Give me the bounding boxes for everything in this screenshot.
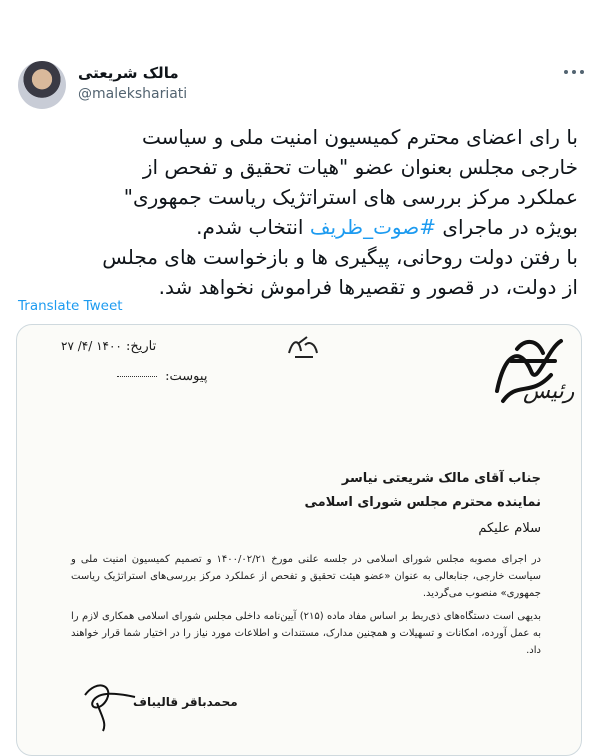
addressee-title: نماینده محترم مجلس شورای اسلامی <box>304 495 541 510</box>
attachment-line <box>117 376 157 377</box>
author-display-name[interactable]: مالک شریعتی <box>78 64 179 82</box>
date-label: تاریخ: <box>125 339 157 354</box>
letterhead-title: رئیس <box>523 379 575 404</box>
bismillah-emblem-icon <box>285 333 321 361</box>
tweet-text <box>18 122 578 302</box>
attachment-label: پیوست: <box>165 369 208 384</box>
author-handle[interactable]: @malekshariati <box>78 86 188 102</box>
tweet-text-fragment: بویژه در ماجرای <box>435 215 578 239</box>
tweet-line: با رای اعضای محترم کمیسیون امنیت ملی و سیاست <box>142 125 578 149</box>
date-value: ۱۴۰۰ /۴/ ۲۷ <box>61 339 122 353</box>
tweet-line-hashtag <box>18 212 578 242</box>
tweet-text-fragment: انتخاب شدم. <box>196 215 310 239</box>
letter-paragraph: بدیهی است دستگاه‌های ذی‌ربط بر اساس مفاد ماده (۲۱۵) آیین‌نامه داخلی مجلس شورای اسلامی همکاری لازم را به عمل آورده، امکانات و تسهیلات و همچنین مدارک، مستندات و اطلاعات مورد نیاز را در اختیار شما قرار خواهند داد. <box>71 611 542 656</box>
more-options-icon[interactable] <box>564 64 584 80</box>
translate-tweet-link[interactable]: Translate Tweet <box>18 298 123 314</box>
letter-document <box>17 325 581 755</box>
date-row <box>61 339 156 354</box>
signer-name: محمدباقر قالیباف <box>133 695 238 709</box>
letter-paragraph: در اجرای مصوبه مجلس شورای اسلامی در جلسه علنی مورخ ۱۴۰۰/۰۲/۲۱ و تصمیم کمیسیون امنیت ملی و سیاست خارجی، جنابعالی به عنوان «عضو هیئت تحقیق و تفحص از عملکرد مرکز بررسی‌های استراتژیک ریاست جمهوری» منصوب می‌گردید. <box>71 554 541 599</box>
attachment-row <box>113 369 207 384</box>
greeting: سلام علیکم <box>478 521 541 536</box>
tweet-line: خارجی مجلس بعنوان عضو "هیات تحقیق و تفحص از <box>142 155 578 179</box>
letter-body <box>71 551 541 665</box>
tweet-line: از دولت، در قصور و تقصیرها فراموش نخواهد شد. <box>158 275 578 299</box>
tweet-line: با رفتن دولت روحانی، پیگیری ها و بازخواست های مجلس <box>102 245 578 269</box>
avatar[interactable] <box>18 61 66 109</box>
addressee-name: جناب آقای مالک شریعتی نیاسر <box>341 471 541 486</box>
tweet-media-image[interactable] <box>16 324 582 756</box>
hashtag-link[interactable]: #صوت_ظریف <box>309 215 436 239</box>
tweet-line: عملکرد مرکز بررسی های استراتژیک ریاست جمهوری" <box>123 185 578 209</box>
addressee-block <box>305 467 542 515</box>
